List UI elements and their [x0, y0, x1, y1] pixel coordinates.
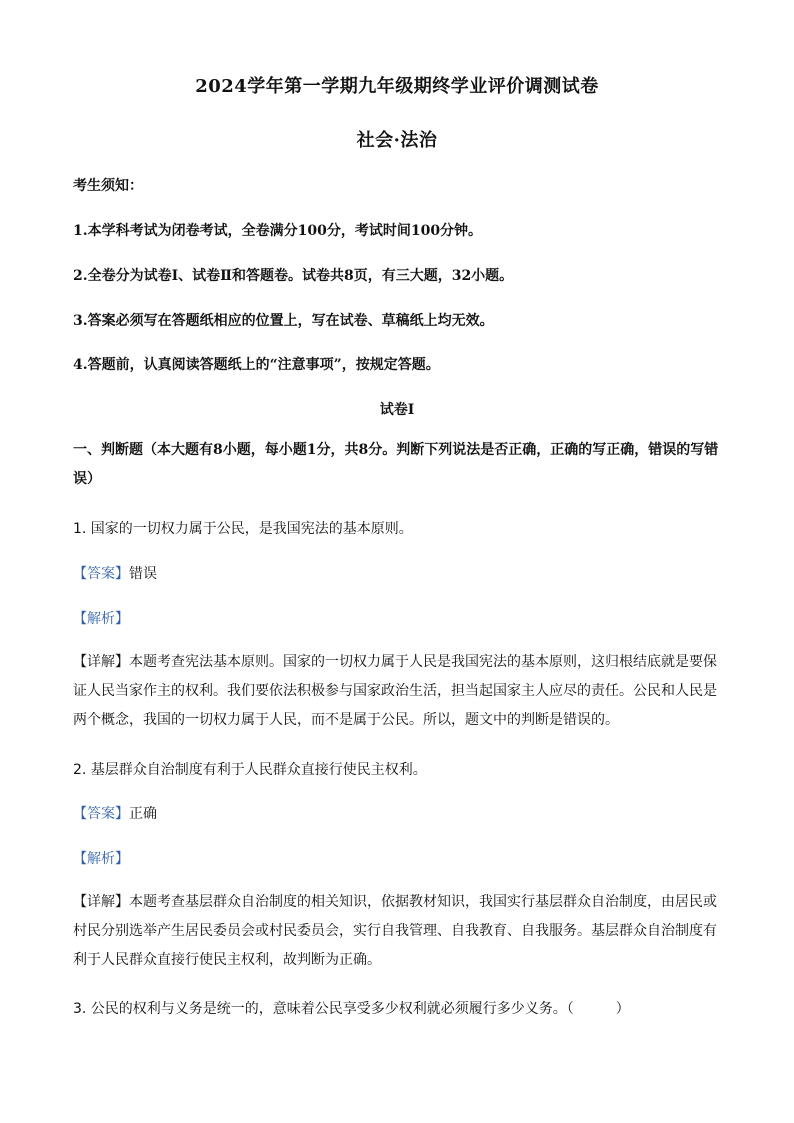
question-stem: 3. 公民的权利与义务是统一的，意味着公民享受多少权利就必须履行多少义务。（ ） — [73, 1001, 630, 1017]
notice-item: 2.全卷分为试卷Ⅰ、试卷Ⅱ和答题卷。试卷共8页，有三大题，32小题。 — [73, 268, 514, 284]
answer-label: 【答案】 — [73, 566, 129, 582]
notice-heading: 考生须知： — [73, 178, 143, 194]
answer-value: 正确 — [129, 806, 157, 822]
answer-row — [73, 804, 723, 824]
part-heading: 一、判断题（本大题有8小题，每小题1分，共8分。判断下列说法是否正确，正确的写正确，错误的写错误） — [73, 442, 719, 487]
question-stem: 2. 基层群众自治制度有利于人民群众直接行使民主权利。 — [73, 762, 427, 778]
detail-paragraph — [73, 648, 723, 735]
subject-title: 社会·法治 — [356, 130, 438, 151]
notice-item: 4.答题前，认真阅读答题纸上的“注意事项”，按规定答题。 — [73, 357, 440, 373]
analysis-label: 【解析】 — [73, 851, 129, 867]
notice-item: 1.本学科考试为闭卷考试，全卷满分100分，考试时间100分钟。 — [73, 223, 483, 239]
detail-text: 本题考查宪法基本原则。国家的一切权力属于人民是我国宪法的基本原则，这归根结底就是要保证人民当家作主的权利。我们要依法积极参与国家政治生活，担当起国家主人应尽的责任。公民和人民是两个概念，我国的一切权力属于人民，而不是属于公民。所以，题文中的判断是错误的。 — [73, 654, 717, 728]
detail-paragraph — [73, 888, 723, 975]
answer-value: 错误 — [129, 566, 157, 582]
notice-item: 3.答案必须写在答题纸相应的位置上，写在试卷、草稿纸上均无效。 — [73, 313, 494, 329]
detail-label: 【详解】 — [73, 654, 129, 670]
paper-label: 试卷Ⅰ — [379, 402, 415, 418]
detail-label: 【详解】 — [73, 894, 129, 910]
analysis-label: 【解析】 — [73, 611, 129, 627]
answer-label: 【答案】 — [73, 806, 129, 822]
detail-text: 本题考查基层群众自治制度的相关知识，依据教材知识，我国实行基层群众自治制度，由居民或村民分别选举产生居民委员会或村民委员会，实行自我管理、自我教育、自我服务。基层群众自治制度有利于人民群众直接行使民主权利，故判断为正确。 — [73, 894, 717, 968]
answer-row — [73, 564, 723, 584]
question-stem: 1. 国家的一切权力属于公民，是我国宪法的基本原则。 — [73, 521, 413, 537]
exam-title: 2024学年第一学期九年级期终学业评价调测试卷 — [195, 76, 599, 97]
